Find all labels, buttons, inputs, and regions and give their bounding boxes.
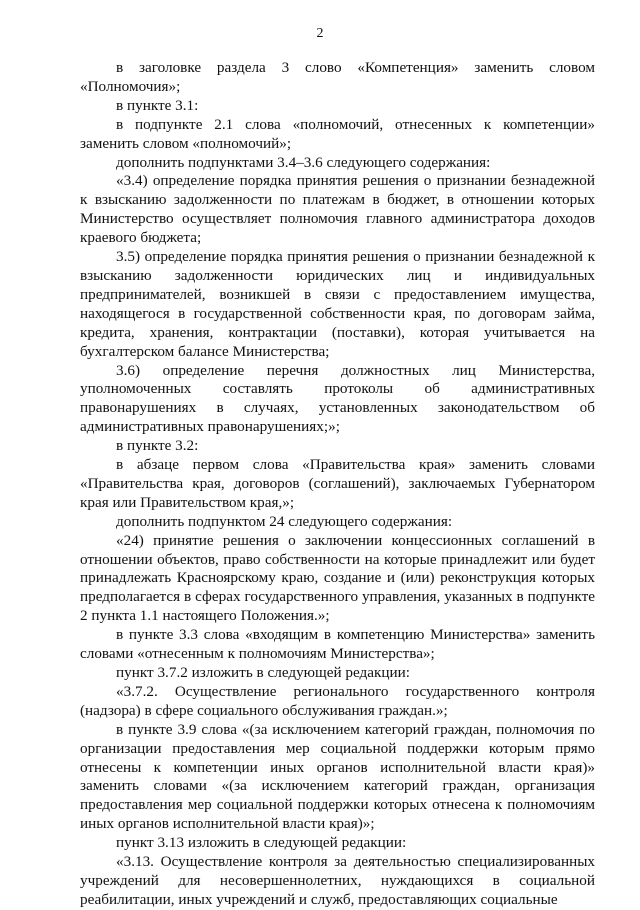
paragraph: «3.7.2. Осуществление регионального государственного контроля (надзора) в сфере социального обслуживания граждан.»; xyxy=(80,682,595,719)
paragraph: «3.13. Осуществление контроля за деятельностью специализированных учреждений для несовершеннолетних, нуждающихся в социальной реабилитации, иных учреждений и служб, предоставляющих социальные xyxy=(80,853,595,908)
paragraph: в заголовке раздела 3 слово «Компетенция» заменить словом «Полномочия»; xyxy=(80,59,595,95)
paragraph: в подпункте 2.1 слова «полномочий, отнесенных к компетенции» заменить словом «полномочий»; xyxy=(80,115,595,152)
paragraph: в абзаце первом слова «Правительства края» заменить словами «Правительства края, договоров (соглашений), заключаемых Губернатором края или Правительством края,»; xyxy=(80,456,595,511)
paragraph: дополнить подпунктом 24 следующего содержания: xyxy=(116,512,453,530)
paragraph: 3.5) определение порядка принятия решения о признании безнадежной к взысканию задолженности юридических лиц и индивидуальных предпринимателей, возникшей в связи с предоставлением имущества, находящегося в государственной собственности края, по договорам займа, кредита, хранения, контрактации (поставки), которая учитывается на бухгалтерском балансе Министерства; xyxy=(80,248,595,360)
paragraph: в пункте 3.9 слова «(за исключением категорий граждан, полномочия по организации предоставления мер социальной поддержки которым прямо отнесены к компетенции иных органов исполнительной власти края)» заменить словами «(за исключением категорий граждан, организация предоставления мер социальной поддержки которых отнесена к полномочиям иных органов исполнительной власти края)»; xyxy=(80,720,595,833)
paragraph: пункт 3.13 изложить в следующей редакции: xyxy=(116,834,407,852)
paragraph: пункт 3.7.2 изложить в следующей редакции: xyxy=(116,664,410,681)
document-body xyxy=(80,59,595,910)
page-number: 2 xyxy=(316,26,324,41)
paragraph: в пункте 3.3 слова «входящим в компетенцию Министерства» заменить словами «отнесенным к полномочиям Министерства»; xyxy=(80,626,595,663)
paragraph: в пункте 3.1: xyxy=(116,96,199,114)
paragraph: «3.4) определение порядка принятия решения о признании безнадежной к взысканию задолженности по платежам в бюджет, в отношении которых Министерство осуществляет полномочия главного администратора доходов краевого бюджета; xyxy=(80,172,595,247)
paragraph: «24) принятие решения о заключении концессионных соглашений в отношении объектов, право собственности на которые принадлежит или будет принадлежать Красноярскому краю, создание и (или) реконструкция которых предполагается в сферах государственного управления, указанных в подпункте 2 пункта 1.1 настоящего Положения.»; xyxy=(80,531,595,625)
paragraph: в пункте 3.2: xyxy=(116,437,199,455)
paragraph: дополнить подпунктами 3.4–3.6 следующего содержания: xyxy=(116,153,491,171)
paragraph: 3.6) определение перечня должностных лиц Министерства, уполномоченных составлять протоколы об административных правонарушениях в случаях, установленных законодательством об административных правонарушениях;»; xyxy=(80,361,595,436)
